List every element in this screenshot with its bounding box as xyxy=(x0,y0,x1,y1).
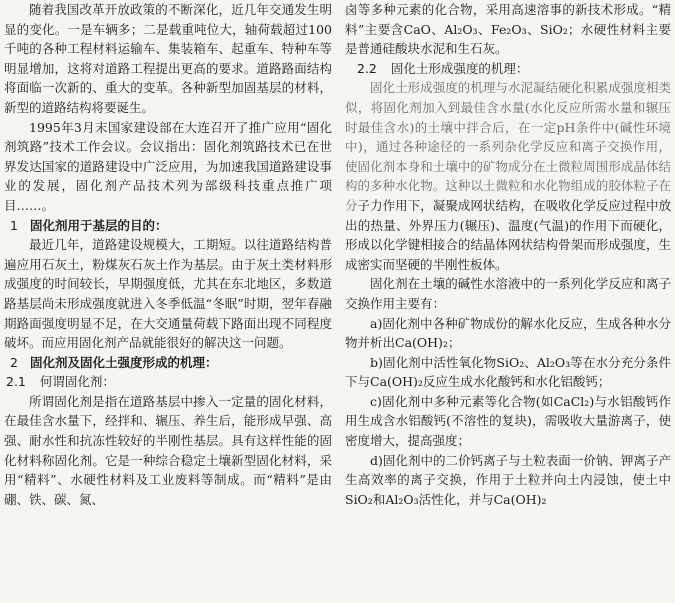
section-2-1-heading xyxy=(4,372,332,392)
continuation-paragraph: 卤等多种元素的化合物，采用高速溶事的新技术形成。“精料”主要含CaO、Al₂O₃、Fe₂O₃、SiO₂；水硬性材料主要是普通硅酸块水泥和生石灰。 xyxy=(345,2,671,57)
mechanism-text: 子力作用下，凝聚成网状结构，在吸收化学反应过程中放出的热量、外界压力(辗压)、温度(气温)的作用下而硬化，形成以化学键相接合的结晶体网状结构骨架而形成强度，生成密实而坚硬的半刚性板体。 xyxy=(345,197,671,272)
section-2-1-paragraph: 所谓固化剂是指在道路基层中掺入一定量的固化材料，在最佳含水量下，经拌和、辗压、养生后，能形成早强、高强、耐水性和抗冻性较好的半刚性基层。具有这样性能的固化材料称固化剂。它是一种综合稳定土壤新型固化材料，采用“精料”、水硬性材料及工业废料等制成。而“精料”是由硼、铁、碳、氮、 xyxy=(4,393,332,507)
intro-paragraph: 随着我国改革开放政策的不断深化，近几年交通发生明显的变化。一是车辆多；二是载重吨位大，轴荷载超过100千吨的各种工程材料运输车、集装箱车、起重车、特种车等明显增加，这将对道路工程提出更高的要求。道路路面结构将面临一次新的、重大的变革。各种新型加固基层的材料，新型的道路结构将要诞生。 xyxy=(4,2,332,115)
section-2-1-number: 2.1 xyxy=(6,374,26,390)
right-column xyxy=(345,0,671,509)
section-2-title: 固化剂及固化土强度形成的机理： xyxy=(29,354,218,370)
mechanism-text-faded: 固化土形成强度的机理与水泥凝结硬化积累成强度相类似，将固化剂加入到最佳含水量(水化反应所需水量和辗压时最佳含水)的土壤中拌合后，在一定pH条件中(碱性环境中)，通过各种途径的一系列杂化学反应和离子交换作用，使固化剂本身和土壤中的矿物成分在土微粒周围形成晶体结构的多种水化物。这种以土微粒和水化物组成的胶体粒子在分 xyxy=(345,80,671,213)
section-2-number: 2 xyxy=(10,354,18,370)
section-2-1-title: 何谓固化剂： xyxy=(39,374,115,390)
meeting-paragraph: 1995年3月末国家建设部在大连召开了推广应用“固化剂筑路”技术工作会议。会议指出：固化剂筑路技术已在世界发达国家的道路建设中广泛应用，为加速我国道路建设事业的发展，固化剂产品技术列为部级科技重点推广项目……。 xyxy=(4,119,332,213)
section-2-2-heading xyxy=(345,59,671,79)
section-1-number: 1 xyxy=(10,217,18,233)
left-column xyxy=(4,0,332,509)
section-2-heading xyxy=(4,353,332,373)
reaction-item-d: d)固化剂中的二价钙离子与土粒表面一价钠、钾离子产生高效率的离子交换，作用于土粒并向土内浸蚀，使土中SiO₂和Al₂O₃活性化，并与Ca(OH)₂ xyxy=(345,452,671,507)
reaction-item-b: b)固化剂中活性氧化物SiO₂、Al₂O₃等在水分充分条件下与Ca(OH)₂反应生成水化酸钙和水化铝酸钙； xyxy=(345,354,671,390)
mechanism-paragraph xyxy=(345,78,671,274)
section-2-2-number: 2.2 xyxy=(357,60,377,76)
section-1-title: 固化剂用于基层的目的： xyxy=(29,217,168,233)
section-1-paragraph: 最近几年，道路建设规模大，工期短。以往道路结构普遍应用石灰土，粉煤灰石灰土作为基层。由于灰土类材料形成强度的时间较长，早期强度低，尤其在东北地区，多数道路基层尚未形成强度就进入冬季低温“冬眠”时期，翌年春融期路面强度明显不足，在大交通量荷载下路面出现不同程度破坏。而应用固化剂产品就能很好的解决这一问题。 xyxy=(4,237,332,351)
reaction-item-c: c)固化剂中多种元素等化合物(如CaCl₂)与水铝酸钙作用生成含水铝酸钙(不溶性的复块)，需吸收大量游离子，使密度增大，提高强度； xyxy=(345,393,671,449)
section-1-heading xyxy=(4,216,332,236)
alkaline-paragraph: 固化剂在土壤的碱性水溶液中的一系列化学反应和离子交换作用主要有： xyxy=(345,276,671,311)
section-2-2-title: 固化土形成强度的机理： xyxy=(390,60,529,76)
reaction-item-a: a)固化剂中各种矿物成份的解水化反应，生成各种水分物并析出Ca(OH)₂； xyxy=(345,315,671,351)
